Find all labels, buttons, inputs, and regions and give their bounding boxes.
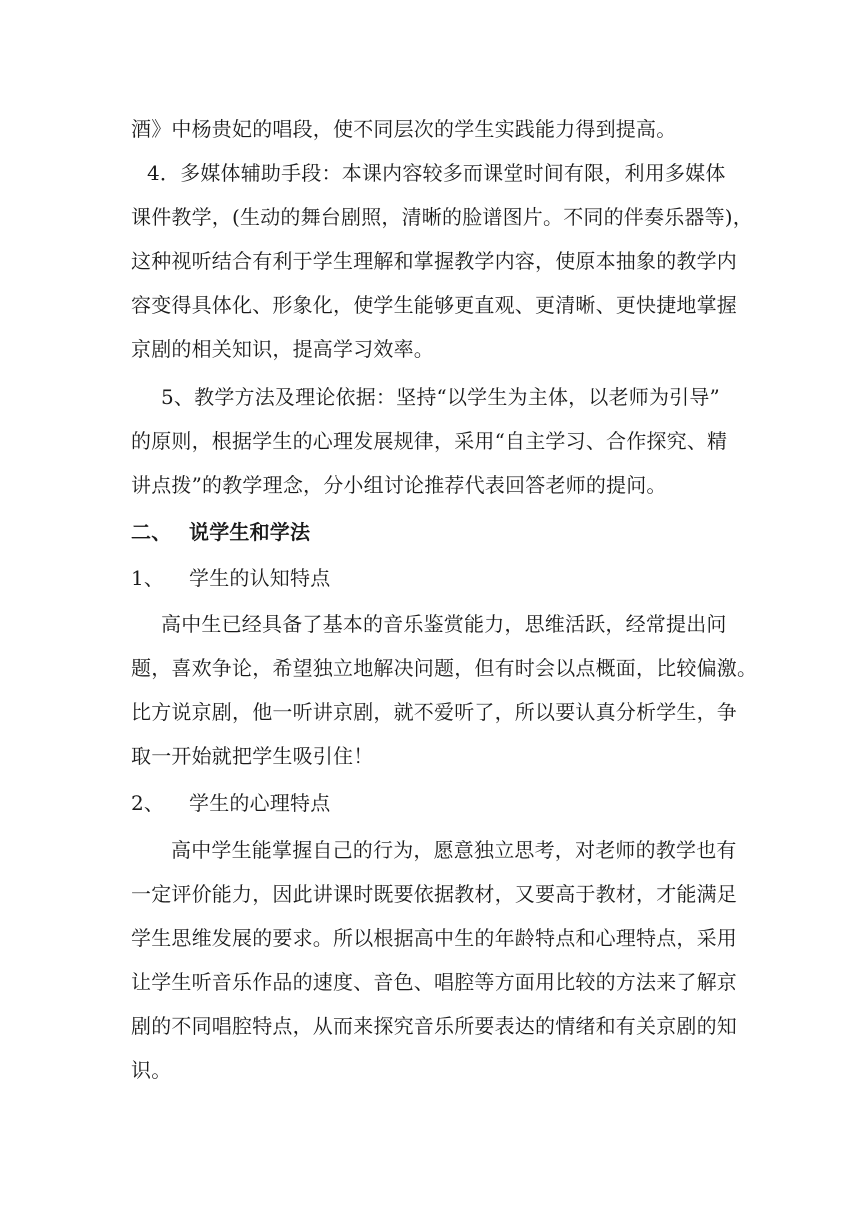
subsection-title: 学生的认知特点	[189, 566, 331, 590]
subsection-heading	[131, 791, 731, 815]
paragraph-line: 剧的不同唱腔特点，从而来探究音乐所要表达的情绪和有关京剧的知	[131, 1014, 737, 1038]
paragraph-line: 5、教学方法及理论依据：坚持“以学生为主体，以老师为引导”	[161, 385, 720, 409]
paragraph-line: 高中学生能掌握自己的行为，愿意独立思考，对老师的教学也有	[171, 838, 737, 862]
paragraph-line: 一定评价能力，因此讲课时既要依据教材，又要高于教材，才能满足	[131, 882, 737, 906]
paragraph-line: 高中生已经具备了基本的音乐鉴赏能力，思维活跃，经常提出问	[161, 612, 727, 636]
paragraph-line: 比方说京剧，他一听讲京剧，就不爱听了，所以要认真分析学生，争	[131, 700, 737, 724]
paragraph-line: 酒》中杨贵妃的唱段，使不同层次的学生实践能力得到提高。	[131, 117, 677, 141]
subsection-number: 2、	[131, 791, 165, 815]
paragraph-line: 京剧的相关知识，提高学习效率。	[131, 337, 434, 361]
subsection-number: 1、	[131, 566, 165, 590]
paragraph-line: 题，喜欢争论，希望独立地解决问题，但有时会以点概面，比较偏激。	[131, 656, 758, 680]
paragraph-line: 识。	[131, 1058, 172, 1082]
paragraph-line: 让学生听音乐作品的速度、音色、唱腔等方面用比较的方法来了解京	[131, 970, 737, 994]
paragraph-line: 学生思维发展的要求。所以根据高中生的年龄特点和心理特点，采用	[131, 926, 737, 950]
paragraph-line: 取一开始就把学生吸引住！	[131, 744, 374, 768]
section-heading	[131, 520, 731, 544]
paragraph-line: 这种视听结合有利于学生理解和掌握教学内容，使原本抽象的教学内	[131, 249, 737, 273]
section-number: 二、	[131, 520, 172, 544]
subsection-title: 学生的心理特点	[189, 791, 331, 815]
paragraph-line: 课件教学，(生动的舞台剧照，清晰的脸谱图片。不同的伴奏乐器等)，	[131, 205, 754, 229]
paragraph-line: 的原则，根据学生的心理发展规律，采用“自主学习、合作探究、精	[131, 429, 728, 453]
paragraph-line: 容变得具体化、形象化，使学生能够更直观、更清晰、更快捷地掌握	[131, 293, 737, 317]
subsection-heading	[131, 566, 731, 590]
paragraph-line: 4．多媒体辅助手段：本课内容较多而课堂时间有限，利用多媒体	[147, 161, 726, 185]
section-title: 说学生和学法	[189, 520, 311, 544]
paragraph-line: 讲点拨”的教学理念，分小组讨论推荐代表回答老师的提问。	[131, 473, 667, 497]
